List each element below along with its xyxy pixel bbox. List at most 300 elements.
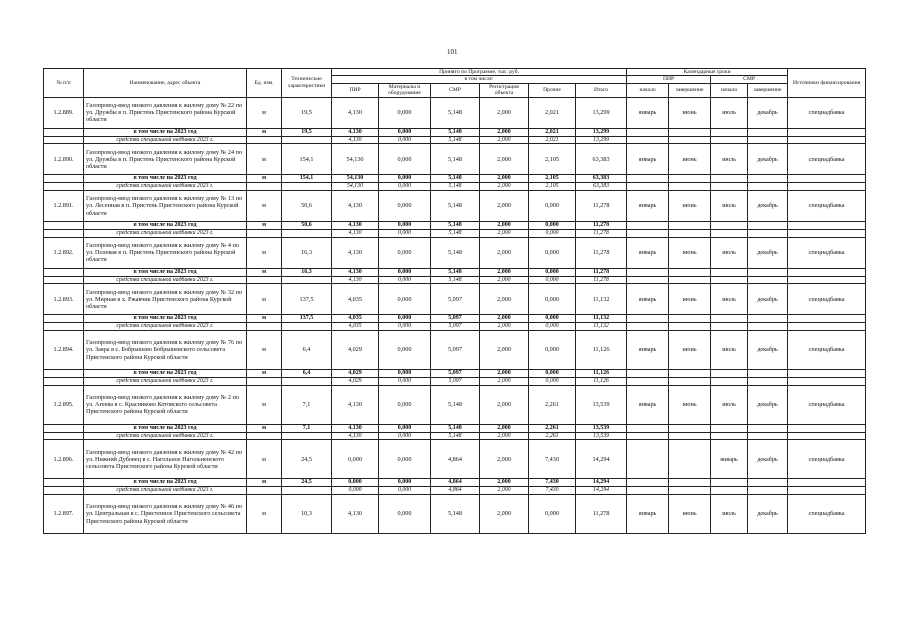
year-empty-cell xyxy=(627,479,669,487)
spec-empty-cell xyxy=(748,432,788,440)
object-registration: 2,000 xyxy=(480,144,529,175)
year-tech: 50,6 xyxy=(282,222,332,230)
year-empty-cell xyxy=(711,369,748,377)
object-num: 1.2.892. xyxy=(44,237,84,268)
year-unit: м xyxy=(247,424,282,432)
object-other: 0,000 xyxy=(529,237,576,268)
object-pir: 4,035 xyxy=(332,284,379,315)
spec-materials: 0,000 xyxy=(379,276,431,284)
spec-smr: 5,097 xyxy=(431,323,480,331)
spec-other: 0,000 xyxy=(529,323,576,331)
year-total: 11,278 xyxy=(576,222,627,230)
spec-empty-cell xyxy=(282,136,332,144)
object-row xyxy=(44,494,866,533)
spec-empty-cell xyxy=(247,487,282,495)
spec-label: средства специальной надбавки 2023 г. xyxy=(84,276,247,284)
object-start-pir: январь xyxy=(627,385,669,424)
object-end-pir: июнь xyxy=(669,237,711,268)
year-empty-cell xyxy=(44,315,84,323)
object-materials: 0,000 xyxy=(379,440,431,479)
object-other: 2,021 xyxy=(529,97,576,128)
year-total: 13,539 xyxy=(576,424,627,432)
object-other: 7,430 xyxy=(529,440,576,479)
spec-total: 63,383 xyxy=(576,183,627,191)
object-row xyxy=(44,144,866,175)
object-unit: м xyxy=(247,330,282,369)
object-name: Газопровод-ввод низкого давления к жилому дому № 22 по ул. Дружбы в п. Пристень Пристенского района Курской области xyxy=(84,97,247,128)
spec-empty-cell xyxy=(711,183,748,191)
object-tech: 16,3 xyxy=(282,237,332,268)
object-end-pir xyxy=(669,440,711,479)
year-label: в том числе на 2023 год xyxy=(84,479,247,487)
spec-smr: 5,148 xyxy=(431,276,480,284)
year-total: 13,299 xyxy=(576,128,627,136)
object-total: 11,126 xyxy=(576,330,627,369)
spec-pir: 4,130 xyxy=(332,276,379,284)
spec-empty-cell xyxy=(788,276,866,284)
year-materials: 0,000 xyxy=(379,128,431,136)
object-other: 2,105 xyxy=(529,144,576,175)
object-num: 1.2.893. xyxy=(44,284,84,315)
special-fund-row xyxy=(44,323,866,331)
spec-smr: 4,864 xyxy=(431,487,480,495)
year-empty-cell xyxy=(711,268,748,276)
spec-empty-cell xyxy=(282,432,332,440)
spec-total: 11,278 xyxy=(576,230,627,238)
object-materials: 0,000 xyxy=(379,237,431,268)
spec-empty-cell xyxy=(788,432,866,440)
object-num: 1.2.894. xyxy=(44,330,84,369)
year-total-row xyxy=(44,424,866,432)
special-fund-row xyxy=(44,276,866,284)
year-smr: 5,097 xyxy=(431,369,480,377)
object-start-pir: январь xyxy=(627,237,669,268)
object-materials: 0,000 xyxy=(379,330,431,369)
object-source: спецнадбавка xyxy=(788,385,866,424)
spec-empty-cell xyxy=(247,183,282,191)
spec-empty-cell xyxy=(247,377,282,385)
year-smr: 5,097 xyxy=(431,315,480,323)
year-registration: 2,000 xyxy=(480,222,529,230)
year-empty-cell xyxy=(711,128,748,136)
spec-label: средства специальной надбавки 2023 г. xyxy=(84,487,247,495)
object-unit: м xyxy=(247,494,282,533)
year-other: 0,000 xyxy=(529,222,576,230)
spec-empty-cell xyxy=(748,276,788,284)
year-empty-cell xyxy=(669,128,711,136)
special-fund-row xyxy=(44,230,866,238)
spec-empty-cell xyxy=(748,377,788,385)
year-total-row xyxy=(44,222,866,230)
col-including: в том числе: xyxy=(332,76,627,83)
object-total: 11,278 xyxy=(576,237,627,268)
object-smr: 5,148 xyxy=(431,494,480,533)
year-label: в том числе на 2023 год xyxy=(84,424,247,432)
spec-empty-cell xyxy=(788,323,866,331)
year-materials: 0,000 xyxy=(379,268,431,276)
spec-total: 13,299 xyxy=(576,136,627,144)
year-label: в том числе на 2023 год xyxy=(84,175,247,183)
object-start-smr: июль xyxy=(711,330,748,369)
spec-total: 11,278 xyxy=(576,276,627,284)
spec-empty-cell xyxy=(247,323,282,331)
object-total: 14,294 xyxy=(576,440,627,479)
object-smr: 4,864 xyxy=(431,440,480,479)
spec-label: средства специальной надбавки 2023 г. xyxy=(84,230,247,238)
year-empty-cell xyxy=(748,128,788,136)
object-source: спецнадбавка xyxy=(788,191,866,222)
spec-empty-cell xyxy=(788,183,866,191)
object-other: 0,000 xyxy=(529,284,576,315)
object-other: 2,261 xyxy=(529,385,576,424)
year-tech: 154,1 xyxy=(282,175,332,183)
object-unit: м xyxy=(247,144,282,175)
spec-label: средства специальной надбавки 2023 г. xyxy=(84,136,247,144)
object-start-smr: июль xyxy=(711,191,748,222)
spec-empty-cell xyxy=(669,276,711,284)
object-registration: 2,000 xyxy=(480,440,529,479)
year-empty-cell xyxy=(44,268,84,276)
object-total: 63,383 xyxy=(576,144,627,175)
year-label: в том числе на 2023 год xyxy=(84,128,247,136)
year-registration: 2,000 xyxy=(480,128,529,136)
col-total: Итого xyxy=(576,83,627,97)
year-registration: 2,000 xyxy=(480,175,529,183)
year-unit: м xyxy=(247,315,282,323)
object-name: Газопровод-ввод низкого давления к жилому дому № 76 по ул. Заяра в с. Бобрышево Бобрышевского сельсовета Пристенского района Курской области xyxy=(84,330,247,369)
year-empty-cell xyxy=(627,369,669,377)
object-tech: 24,5 xyxy=(282,440,332,479)
object-registration: 2,000 xyxy=(480,330,529,369)
spec-materials: 0,000 xyxy=(379,323,431,331)
year-empty-cell xyxy=(748,369,788,377)
spec-empty-cell xyxy=(669,183,711,191)
year-total: 11,278 xyxy=(576,268,627,276)
object-row xyxy=(44,191,866,222)
object-total: 11,132 xyxy=(576,284,627,315)
spec-empty-cell xyxy=(711,377,748,385)
object-total: 13,539 xyxy=(576,385,627,424)
year-pir: 4,130 xyxy=(332,128,379,136)
spec-empty-cell xyxy=(669,432,711,440)
object-start-pir: январь xyxy=(627,144,669,175)
col-start-smr: начало xyxy=(711,83,748,97)
object-tech: 137,5 xyxy=(282,284,332,315)
year-empty-cell xyxy=(669,175,711,183)
object-pir: 54,130 xyxy=(332,144,379,175)
year-tech: 6,4 xyxy=(282,369,332,377)
spec-empty-cell xyxy=(627,136,669,144)
spec-materials: 0,000 xyxy=(379,183,431,191)
spec-empty-cell xyxy=(44,136,84,144)
object-tech: 19,5 xyxy=(282,97,332,128)
object-start-smr: июль xyxy=(711,97,748,128)
year-registration: 2,000 xyxy=(480,268,529,276)
year-materials: 0,000 xyxy=(379,222,431,230)
year-empty-cell xyxy=(627,128,669,136)
year-registration: 2,000 xyxy=(480,315,529,323)
year-empty-cell xyxy=(44,222,84,230)
object-unit: м xyxy=(247,284,282,315)
spec-smr: 5,148 xyxy=(431,230,480,238)
spec-total: 11,126 xyxy=(576,377,627,385)
object-smr: 5,097 xyxy=(431,330,480,369)
spec-empty-cell xyxy=(669,136,711,144)
year-empty-cell xyxy=(627,175,669,183)
object-num: 1.2.896. xyxy=(44,440,84,479)
year-pir: 4,130 xyxy=(332,268,379,276)
spec-other: 2,105 xyxy=(529,183,576,191)
special-fund-row xyxy=(44,377,866,385)
year-tech: 24,5 xyxy=(282,479,332,487)
col-end-smr: завершение xyxy=(748,83,788,97)
spec-empty-cell xyxy=(627,377,669,385)
year-empty-cell xyxy=(748,424,788,432)
object-start-smr: июль xyxy=(711,237,748,268)
spec-materials: 0,000 xyxy=(379,136,431,144)
object-end-pir: июнь xyxy=(669,191,711,222)
special-fund-row xyxy=(44,432,866,440)
year-materials: 0,000 xyxy=(379,315,431,323)
col-pir: ПИР xyxy=(332,83,379,97)
object-start-pir: январь xyxy=(627,284,669,315)
spec-empty-cell xyxy=(711,487,748,495)
object-registration: 2,000 xyxy=(480,494,529,533)
spec-empty-cell xyxy=(627,183,669,191)
object-tech: 7,1 xyxy=(282,385,332,424)
year-empty-cell xyxy=(788,128,866,136)
object-end-smr: декабрь xyxy=(748,237,788,268)
year-empty-cell xyxy=(711,175,748,183)
spec-empty-cell xyxy=(711,136,748,144)
year-empty-cell xyxy=(788,175,866,183)
year-smr: 4,864 xyxy=(431,479,480,487)
object-other: 0,000 xyxy=(529,191,576,222)
object-smr: 5,148 xyxy=(431,97,480,128)
year-tech: 7,1 xyxy=(282,424,332,432)
year-unit: м xyxy=(247,369,282,377)
object-start-smr: июль xyxy=(711,385,748,424)
object-start-pir: январь xyxy=(627,330,669,369)
object-smr: 5,148 xyxy=(431,144,480,175)
year-total-row xyxy=(44,175,866,183)
object-end-pir: июнь xyxy=(669,385,711,424)
year-pir: 4,130 xyxy=(332,222,379,230)
object-smr: 5,097 xyxy=(431,284,480,315)
spec-empty-cell xyxy=(44,276,84,284)
spec-empty-cell xyxy=(247,230,282,238)
year-registration: 2,000 xyxy=(480,369,529,377)
spec-empty-cell xyxy=(44,230,84,238)
special-fund-row xyxy=(44,183,866,191)
year-empty-cell xyxy=(627,315,669,323)
object-unit: м xyxy=(247,97,282,128)
spec-empty-cell xyxy=(748,136,788,144)
year-registration: 2,000 xyxy=(480,424,529,432)
spec-label: средства специальной надбавки 2023 г. xyxy=(84,323,247,331)
object-materials: 0,000 xyxy=(379,284,431,315)
year-smr: 5,148 xyxy=(431,175,480,183)
object-pir: 4,130 xyxy=(332,191,379,222)
col-smr: СМР xyxy=(431,83,480,97)
spec-other: 0,000 xyxy=(529,377,576,385)
spec-registration: 2,000 xyxy=(480,183,529,191)
spec-label: средства специальной надбавки 2023 г. xyxy=(84,183,247,191)
year-empty-cell xyxy=(669,222,711,230)
year-total-row xyxy=(44,479,866,487)
object-source: спецнадбавка xyxy=(788,237,866,268)
spec-empty-cell xyxy=(44,377,84,385)
spec-pir: 4,130 xyxy=(332,136,379,144)
col-unit: Ед. изм. xyxy=(247,69,282,98)
spec-materials: 0,000 xyxy=(379,432,431,440)
year-empty-cell xyxy=(711,424,748,432)
spec-other: 2,021 xyxy=(529,136,576,144)
year-tech: 137,5 xyxy=(282,315,332,323)
spec-pir: 54,130 xyxy=(332,183,379,191)
year-smr: 5,148 xyxy=(431,222,480,230)
object-end-pir: июнь xyxy=(669,330,711,369)
year-empty-cell xyxy=(44,175,84,183)
spec-empty-cell xyxy=(788,136,866,144)
year-empty-cell xyxy=(669,479,711,487)
spec-registration: 2,000 xyxy=(480,487,529,495)
object-source: спецнадбавка xyxy=(788,144,866,175)
spec-total: 13,539 xyxy=(576,432,627,440)
object-end-smr: декабрь xyxy=(748,144,788,175)
year-other: 2,105 xyxy=(529,175,576,183)
spec-empty-cell xyxy=(748,487,788,495)
object-unit: м xyxy=(247,385,282,424)
object-pir: 4,130 xyxy=(332,237,379,268)
col-end-pir: завершение xyxy=(669,83,711,97)
object-start-pir: январь xyxy=(627,494,669,533)
year-unit: м xyxy=(247,268,282,276)
object-num: 1.2.897. xyxy=(44,494,84,533)
spec-empty-cell xyxy=(282,487,332,495)
object-end-pir: июнь xyxy=(669,97,711,128)
col-cal-pir: ПИР xyxy=(627,76,711,83)
object-row xyxy=(44,385,866,424)
spec-smr: 5,148 xyxy=(431,136,480,144)
year-empty-cell xyxy=(44,128,84,136)
year-total-row xyxy=(44,128,866,136)
object-name: Газопровод-ввод низкого давления к жилому дому № 13 по ул. Лесенная в п. Пристень Пристенского района Курской области xyxy=(84,191,247,222)
spec-total: 14,294 xyxy=(576,487,627,495)
spec-smr: 5,097 xyxy=(431,377,480,385)
year-pir: 4,130 xyxy=(332,424,379,432)
col-materials: Материалы и оборудование xyxy=(379,83,431,97)
special-fund-row xyxy=(44,487,866,495)
spec-empty-cell xyxy=(788,377,866,385)
object-registration: 2,000 xyxy=(480,385,529,424)
object-registration: 2,000 xyxy=(480,97,529,128)
year-empty-cell xyxy=(788,268,866,276)
year-materials: 0,000 xyxy=(379,424,431,432)
object-end-smr: декабрь xyxy=(748,494,788,533)
year-pir: 4,035 xyxy=(332,315,379,323)
spec-other: 0,000 xyxy=(529,230,576,238)
year-tech: 16,3 xyxy=(282,268,332,276)
year-pir: 4,029 xyxy=(332,369,379,377)
object-name: Газопровод-ввод низкого давления к жилому дому № 24 по ул. Дружбы в п. Пристень Пристенского района Курской области xyxy=(84,144,247,175)
object-row xyxy=(44,97,866,128)
object-start-smr: июль xyxy=(711,494,748,533)
object-tech: 6,4 xyxy=(282,330,332,369)
year-unit: м xyxy=(247,479,282,487)
object-start-smr: январь xyxy=(711,440,748,479)
year-smr: 5,148 xyxy=(431,268,480,276)
table-body xyxy=(44,97,866,533)
year-total: 11,132 xyxy=(576,315,627,323)
year-empty-cell xyxy=(748,175,788,183)
year-other: 2,021 xyxy=(529,128,576,136)
spec-empty-cell xyxy=(788,487,866,495)
object-tech: 50,6 xyxy=(282,191,332,222)
object-source: спецнадбавка xyxy=(788,494,866,533)
object-end-smr: декабрь xyxy=(748,284,788,315)
spec-empty-cell xyxy=(44,323,84,331)
spec-total: 11,132 xyxy=(576,323,627,331)
spec-pir: 0,000 xyxy=(332,487,379,495)
object-name: Газопровод-ввод низкого давления к жилому дому № 2 по ул. Агеева в с. Красниково Котовского сельсовета Пристенского района Курской области xyxy=(84,385,247,424)
year-unit: м xyxy=(247,222,282,230)
year-materials: 0,000 xyxy=(379,479,431,487)
spec-smr: 5,148 xyxy=(431,432,480,440)
spec-other: 2,261 xyxy=(529,432,576,440)
col-name: Наименование, адрес объекта xyxy=(84,69,247,98)
year-total-row xyxy=(44,315,866,323)
spec-empty-cell xyxy=(44,432,84,440)
year-empty-cell xyxy=(788,369,866,377)
spec-empty-cell xyxy=(669,487,711,495)
spec-empty-cell xyxy=(669,230,711,238)
object-name: Газопровод-ввод низкого давления к жилому дому № 32 по ул. Мирная в х. Ржавчик Пристенского района Курской области xyxy=(84,284,247,315)
year-total: 63,383 xyxy=(576,175,627,183)
object-num: 1.2.891. xyxy=(44,191,84,222)
spec-empty-cell xyxy=(247,432,282,440)
spec-pir: 4,130 xyxy=(332,432,379,440)
object-smr: 5,148 xyxy=(431,191,480,222)
year-label: в том числе на 2023 год xyxy=(84,222,247,230)
col-registration: Регистрация объекта xyxy=(480,83,529,97)
object-tech: 154,1 xyxy=(282,144,332,175)
object-start-pir xyxy=(627,440,669,479)
year-total-row xyxy=(44,369,866,377)
object-materials: 0,000 xyxy=(379,97,431,128)
year-empty-cell xyxy=(627,424,669,432)
object-end-pir: июнь xyxy=(669,284,711,315)
year-total: 11,126 xyxy=(576,369,627,377)
year-pir: 54,130 xyxy=(332,175,379,183)
object-pir: 4,130 xyxy=(332,385,379,424)
col-cal-smr: СМР xyxy=(711,76,788,83)
year-empty-cell xyxy=(788,424,866,432)
spec-empty-cell xyxy=(282,276,332,284)
year-unit: м xyxy=(247,175,282,183)
object-registration: 2,000 xyxy=(480,191,529,222)
object-smr: 5,148 xyxy=(431,237,480,268)
object-tech: 10,3 xyxy=(282,494,332,533)
page-number: 101 xyxy=(447,48,458,56)
spec-empty-cell xyxy=(627,323,669,331)
object-start-smr: июль xyxy=(711,144,748,175)
year-empty-cell xyxy=(669,424,711,432)
object-row xyxy=(44,237,866,268)
object-source: спецнадбавка xyxy=(788,97,866,128)
year-empty-cell xyxy=(748,268,788,276)
year-empty-cell xyxy=(711,222,748,230)
